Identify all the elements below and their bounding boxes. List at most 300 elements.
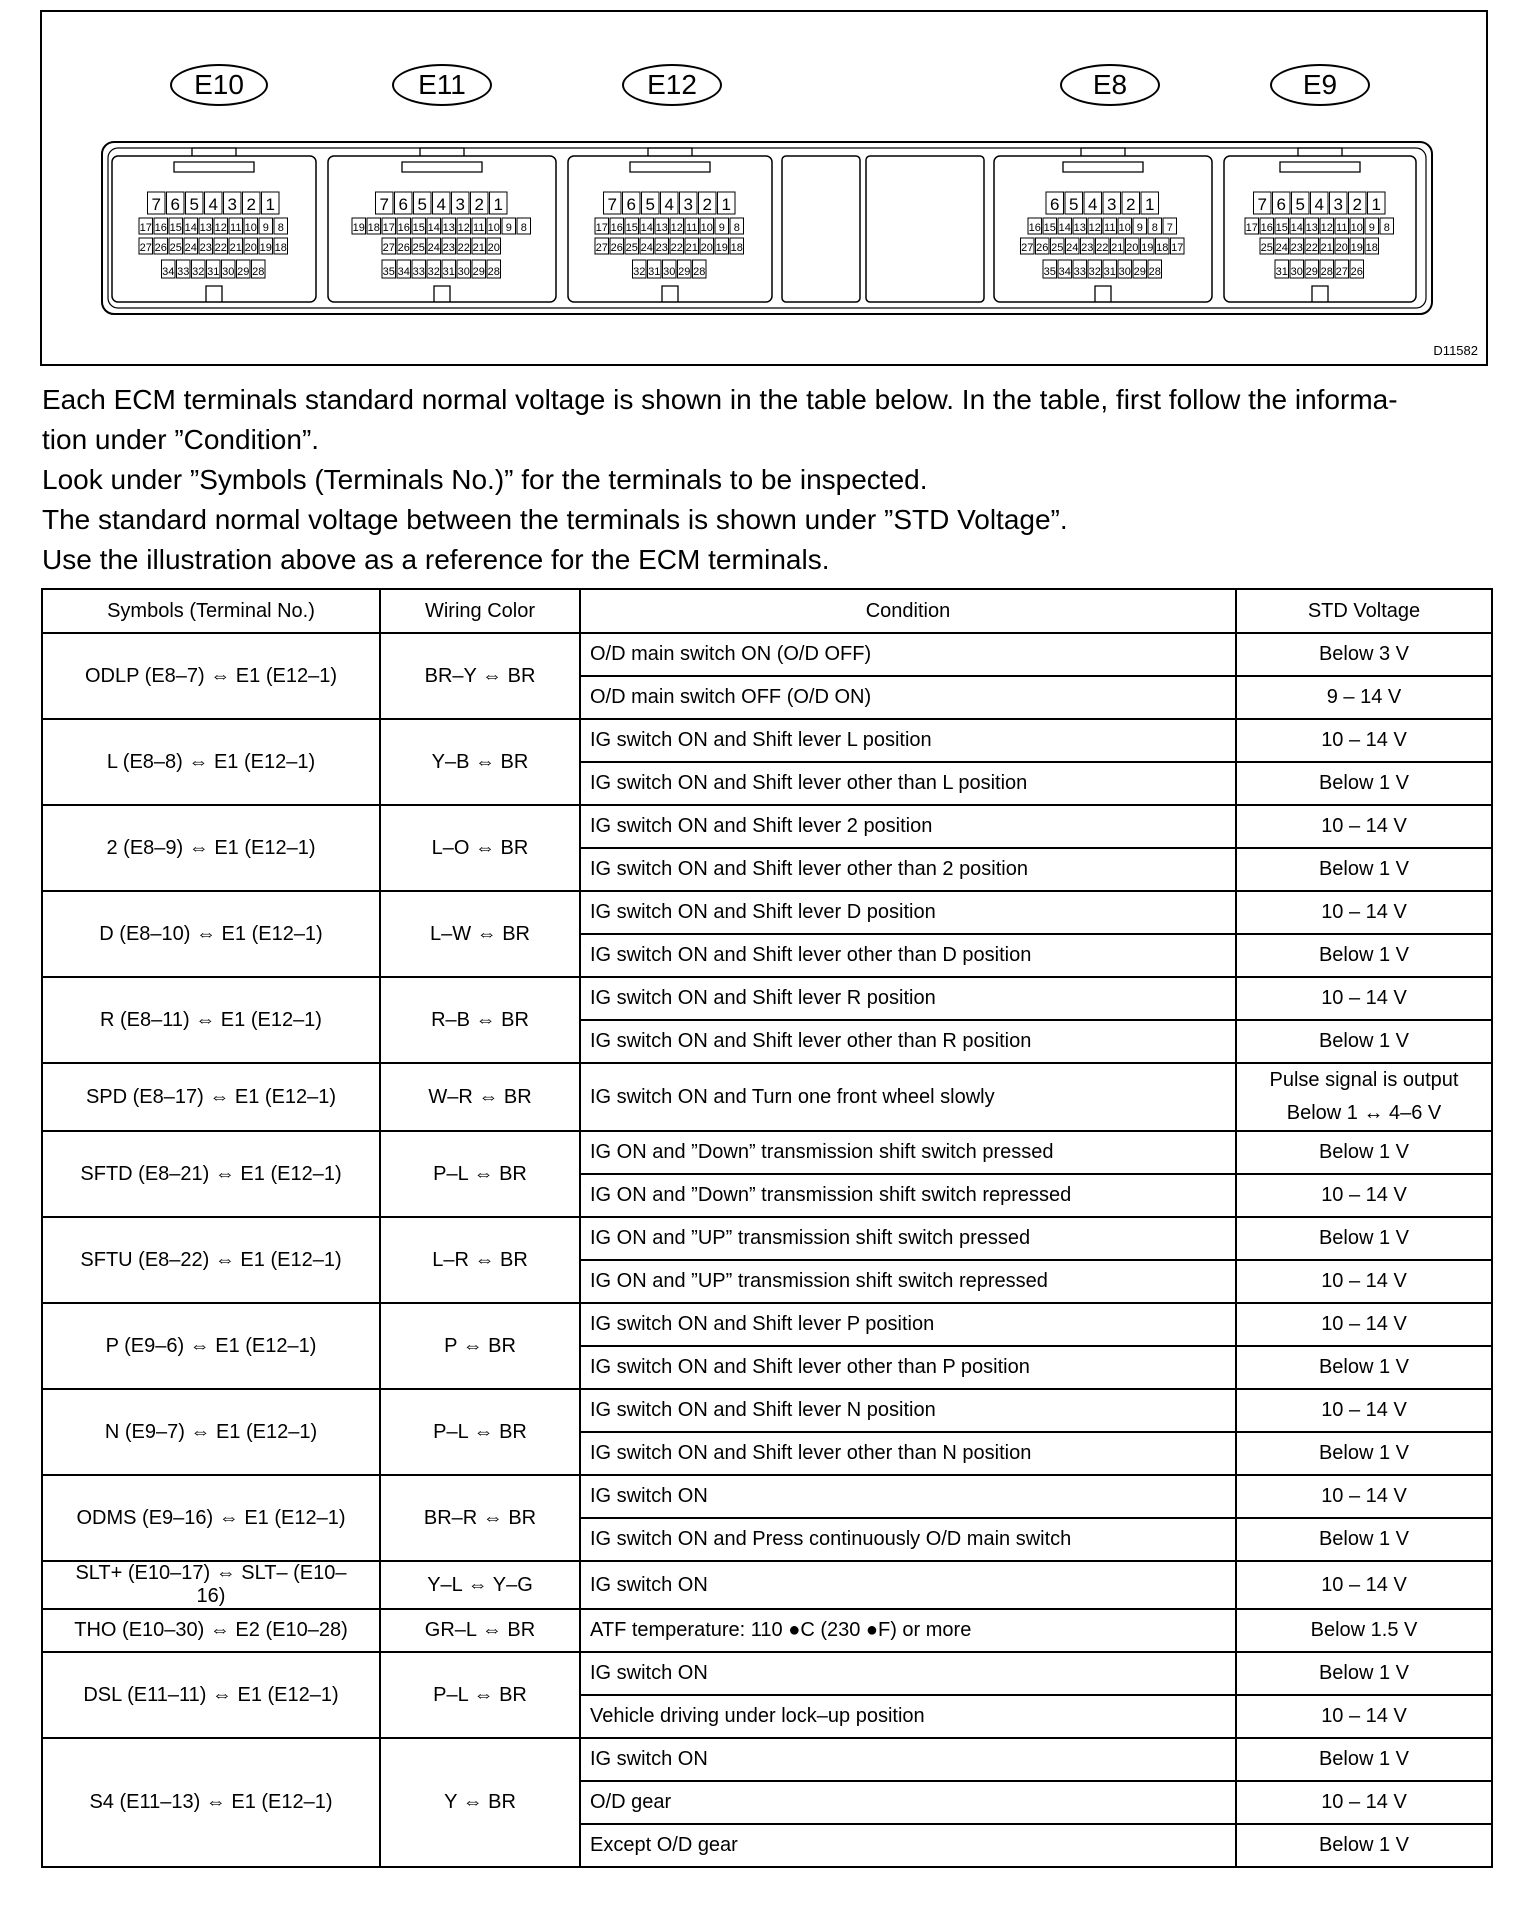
- terminal-symbol-cell: D (E8–10) ⇔ E1 (E12–1): [42, 891, 380, 977]
- terminal-pin-number: 4: [1088, 195, 1098, 214]
- terminal-pin-number: 27: [382, 242, 395, 254]
- terminal-pin-number: 22: [214, 242, 227, 254]
- terminal-pin-number: 31: [207, 266, 220, 278]
- terminal-pin-number: 4: [1314, 195, 1324, 214]
- terminal-pin-number: 17: [139, 222, 152, 234]
- std-voltage-cell: Below 1 V: [1236, 1518, 1492, 1561]
- terminal-symbol-cell: 2 (E8–9) ⇔ E1 (E12–1): [42, 805, 380, 891]
- terminal-pin-number: 10: [1350, 222, 1363, 234]
- terminal-symbol-cell: ODMS (E9–16) ⇔ E1 (E12–1): [42, 1475, 380, 1561]
- terminal-symbol-cell: N (E9–7) ⇔ E1 (E12–1): [42, 1389, 380, 1475]
- terminal-pin-number: 8: [1383, 222, 1390, 234]
- terminal-pin-number: 3: [455, 195, 465, 214]
- terminal-pin-number: 8: [520, 222, 527, 234]
- std-voltage-cell: Below 1.5 V: [1236, 1609, 1492, 1652]
- terminal-pin-number: 34: [397, 266, 410, 278]
- terminal-pin-number: 2: [246, 195, 256, 214]
- terminal-pin-number: 25: [1260, 242, 1273, 254]
- terminal-pin-number: 20: [700, 242, 713, 254]
- terminal-pin-number: 11: [473, 222, 485, 234]
- terminal-pin-number: 22: [1096, 242, 1109, 254]
- terminal-pin-number: 25: [412, 242, 425, 254]
- terminal-symbol-cell: S4 (E11–13) ⇔ E1 (E12–1): [42, 1738, 380, 1867]
- terminal-pin-number: 31: [648, 266, 661, 278]
- terminal-pin-number: 10: [244, 222, 257, 234]
- header-wiring-color: Wiring Color: [380, 589, 580, 633]
- terminal-pin-number: 30: [663, 266, 676, 278]
- std-voltage-cell: 10 – 14 V: [1236, 1781, 1492, 1824]
- terminal-pin-number: 8: [733, 222, 740, 234]
- terminal-pin-number: 32: [1088, 266, 1101, 278]
- terminal-pin-number: 28: [252, 266, 265, 278]
- table-body: [42, 633, 1492, 1867]
- terminal-pin-number: 20: [487, 242, 500, 254]
- terminal-pin-number: 2: [1352, 195, 1362, 214]
- connector-latch-tab: [1298, 148, 1342, 156]
- wiring-color-cell: BR–Y ⇔ BR: [380, 633, 580, 719]
- terminal-pin-number: 12: [670, 222, 683, 234]
- std-voltage-cell: Below 3 V: [1236, 633, 1492, 676]
- wiring-color-cell: BR–R ⇔ BR: [380, 1475, 580, 1561]
- table-row: [42, 1303, 1492, 1346]
- terminal-pin-number: 8: [1151, 222, 1158, 234]
- terminal-pin-number: 17: [1171, 242, 1184, 254]
- terminal-pin-number: 20: [244, 242, 257, 254]
- condition-cell: IG switch ON and Shift lever P position: [580, 1303, 1236, 1346]
- terminal-pin-number: 24: [184, 242, 197, 254]
- terminal-pin-number: 7: [1257, 195, 1267, 214]
- terminal-pin-number: 10: [1118, 222, 1131, 234]
- condition-cell: IG ON and ”UP” transmission shift switch pressed: [580, 1217, 1236, 1260]
- connector-label-e10: E10: [170, 64, 268, 106]
- connector-key: [1312, 286, 1328, 302]
- terminal-pin-number: 21: [1320, 242, 1333, 254]
- connector-label-e8: E8: [1060, 64, 1160, 106]
- condition-cell: IG switch ON: [580, 1475, 1236, 1518]
- std-voltage-cell: 10 – 14 V: [1236, 1475, 1492, 1518]
- terminal-pin-number: 5: [1069, 195, 1079, 214]
- terminal-pin-number: 33: [1073, 266, 1086, 278]
- terminal-pin-number: 13: [442, 222, 455, 234]
- connector-label-e12: E12: [622, 64, 722, 106]
- condition-cell: IG ON and ”UP” transmission shift switch repressed: [580, 1260, 1236, 1303]
- connector-key: [206, 286, 222, 302]
- std-voltage-cell: Below 1 V: [1236, 848, 1492, 891]
- table-row: [42, 891, 1492, 934]
- terminal-pin-number: 26: [154, 242, 167, 254]
- terminal-pin-number: 10: [487, 222, 500, 234]
- wiring-color-cell: L–W ⇔ BR: [380, 891, 580, 977]
- intro-line: Each ECM terminals standard normal voltage is shown in the table below. In the table, first follow the informa-: [42, 384, 1398, 415]
- terminal-pin-number: 29: [472, 266, 485, 278]
- table-row: [42, 1063, 1492, 1131]
- std-voltage-cell: 10 – 14 V: [1236, 977, 1492, 1020]
- terminal-pin-number: 35: [1043, 266, 1056, 278]
- terminal-pin-number: 17: [595, 222, 608, 234]
- intro-line: Use the illustration above as a reference for the ECM terminals.: [42, 544, 830, 575]
- terminal-pin-number: 9: [505, 222, 512, 234]
- terminal-pin-number: 21: [229, 242, 242, 254]
- connector-key: [1095, 286, 1111, 302]
- condition-cell: O/D main switch OFF (O/D ON): [580, 676, 1236, 719]
- wiring-color-cell: P–L ⇔ BR: [380, 1131, 580, 1217]
- terminal-pin-number: 21: [1111, 242, 1124, 254]
- terminal-pin-number: 25: [1051, 242, 1064, 254]
- terminal-pin-number: 2: [1126, 195, 1136, 214]
- intro-line: The standard normal voltage between the terminals is shown under ”STD Voltage”.: [42, 504, 1068, 535]
- std-voltage-cell: Below 1 V: [1236, 1652, 1492, 1695]
- std-voltage-cell: 10 – 14 V: [1236, 1174, 1492, 1217]
- terminal-pin-number: 30: [222, 266, 235, 278]
- std-voltage-cell: 10 – 14 V: [1236, 1260, 1492, 1303]
- terminal-pin-number: 3: [1107, 195, 1117, 214]
- condition-cell: IG switch ON: [580, 1738, 1236, 1781]
- terminal-pin-number: 27: [139, 242, 152, 254]
- terminal-pin-number: 19: [1350, 242, 1363, 254]
- terminal-pin-number: 11: [686, 222, 698, 234]
- terminal-pin-number: 23: [655, 242, 668, 254]
- terminal-pin-number: 16: [1028, 222, 1041, 234]
- intro-line: tion under ”Condition”.: [42, 424, 320, 455]
- terminal-symbol-cell: SLT+ (E10–17) ⇔ SLT– (E10–16): [42, 1561, 380, 1609]
- terminal-pin-number: 32: [427, 266, 440, 278]
- terminal-pin-number: 28: [487, 266, 500, 278]
- terminal-pin-number: 30: [1118, 266, 1131, 278]
- table-row: [42, 1738, 1492, 1781]
- terminal-pin-number: 7: [151, 195, 161, 214]
- condition-cell: IG ON and ”Down” transmission shift switch pressed: [580, 1131, 1236, 1174]
- condition-cell: IG switch ON and Shift lever L position: [580, 719, 1236, 762]
- table-row: [42, 977, 1492, 1020]
- terminal-pin-number: 12: [214, 222, 227, 234]
- terminal-pin-number: 16: [154, 222, 167, 234]
- terminal-pin-number: 34: [1058, 266, 1071, 278]
- header-condition: Condition: [580, 589, 1236, 633]
- terminal-pin-number: 22: [457, 242, 470, 254]
- terminal-pin-number: 20: [1126, 242, 1139, 254]
- terminal-pin-number: 14: [427, 222, 440, 234]
- terminal-pin-number: 13: [655, 222, 668, 234]
- condition-cell: IG switch ON and Shift lever other than R position: [580, 1020, 1236, 1063]
- wiring-color-cell: L–R ⇔ BR: [380, 1217, 580, 1303]
- connector-latch: [1063, 162, 1143, 172]
- std-voltage-cell: Below 1 V: [1236, 934, 1492, 977]
- terminal-symbol-cell: THO (E10–30) ⇔ E2 (E10–28): [42, 1609, 380, 1652]
- terminal-pin-number: 23: [442, 242, 455, 254]
- intro-line: Look under ”Symbols (Terminals No.)” for the terminals to be inspected.: [42, 464, 928, 495]
- intro-text: [42, 380, 1492, 580]
- terminal-pin-number: 22: [670, 242, 683, 254]
- ecm-housing: [102, 142, 1432, 314]
- terminal-pin-number: 31: [1103, 266, 1116, 278]
- table-row: [42, 719, 1492, 762]
- terminal-pin-number: 11: [1336, 222, 1348, 234]
- terminal-pin-number: 29: [1133, 266, 1146, 278]
- blank-module: [866, 156, 984, 302]
- terminal-symbol-cell: ODLP (E8–7) ⇔ E1 (E12–1): [42, 633, 380, 719]
- condition-cell: IG switch ON and Shift lever other than 2 position: [580, 848, 1236, 891]
- terminal-pin-number: 7: [379, 195, 389, 214]
- terminal-pin-number: 15: [169, 222, 182, 234]
- terminal-symbol-cell: DSL (E11–11) ⇔ E1 (E12–1): [42, 1652, 380, 1738]
- terminal-pin-number: 14: [1290, 222, 1303, 234]
- header-symbols: Symbols (Terminal No.): [42, 589, 380, 633]
- terminal-pin-number: 9: [718, 222, 725, 234]
- terminal-pin-number: 19: [352, 222, 365, 234]
- terminal-pin-number: 16: [397, 222, 410, 234]
- condition-cell: IG switch ON and Shift lever R position: [580, 977, 1236, 1020]
- terminal-pin-number: 33: [412, 266, 425, 278]
- connector-latch: [174, 162, 254, 172]
- terminal-pin-number: 29: [1305, 266, 1318, 278]
- terminal-pin-number: 17: [1245, 222, 1258, 234]
- connector-key: [662, 286, 678, 302]
- connector-label-e9: E9: [1270, 64, 1370, 106]
- wiring-color-cell: P–L ⇔ BR: [380, 1389, 580, 1475]
- condition-cell: IG switch ON: [580, 1561, 1236, 1609]
- terminal-pin-number: 5: [189, 195, 199, 214]
- terminal-pin-number: 30: [1290, 266, 1303, 278]
- terminal-pin-number: 4: [436, 195, 446, 214]
- terminal-pin-number: 26: [1350, 266, 1363, 278]
- terminal-pin-number: 15: [625, 222, 638, 234]
- std-voltage-cell: 10 – 14 V: [1236, 1303, 1492, 1346]
- ecm-housing-inner: [108, 148, 1426, 308]
- wiring-color-cell: R–B ⇔ BR: [380, 977, 580, 1063]
- terminal-pin-number: 15: [1275, 222, 1288, 234]
- terminal-pin-number: 24: [1275, 242, 1288, 254]
- std-voltage-cell: [1236, 1063, 1492, 1131]
- std-voltage-cell: Below 1 V: [1236, 1217, 1492, 1260]
- wiring-color-cell: Y–L ⇔ Y–G: [380, 1561, 580, 1609]
- connector-label-e11: E11: [392, 64, 492, 106]
- terminal-pin-number: 24: [427, 242, 440, 254]
- terminal-pin-number: 23: [1290, 242, 1303, 254]
- condition-cell: IG switch ON and Shift lever other than N position: [580, 1432, 1236, 1475]
- terminal-pin-number: 9: [262, 222, 269, 234]
- terminal-pin-number: 5: [645, 195, 655, 214]
- terminal-pin-number: 27: [1335, 266, 1348, 278]
- condition-cell: IG switch ON and Shift lever other than P position: [580, 1346, 1236, 1389]
- connector-latch: [1280, 162, 1360, 172]
- condition-cell: IG switch ON and Shift lever 2 position: [580, 805, 1236, 848]
- terminal-pin-number: 7: [1166, 222, 1173, 234]
- figure-id: D11582: [1433, 343, 1478, 358]
- terminal-pin-number: 32: [633, 266, 646, 278]
- terminal-pin-number: 27: [1021, 242, 1034, 254]
- terminal-pin-number: 24: [640, 242, 653, 254]
- terminal-pin-number: 21: [685, 242, 698, 254]
- terminal-pin-number: 20: [1335, 242, 1348, 254]
- connector-latch-tab: [420, 148, 464, 156]
- terminal-pin-number: 16: [1260, 222, 1273, 234]
- terminal-pin-number: 13: [1305, 222, 1318, 234]
- table-row: [42, 1217, 1492, 1260]
- condition-cell: IG switch ON and Shift lever other than D position: [580, 934, 1236, 977]
- condition-cell: IG switch ON and Press continuously O/D main switch: [580, 1518, 1236, 1561]
- std-voltage-cell: Below 1 V: [1236, 1738, 1492, 1781]
- terminal-pin-number: 34: [162, 266, 175, 278]
- condition-cell: IG switch ON: [580, 1652, 1236, 1695]
- wiring-color-cell: W–R ⇔ BR: [380, 1063, 580, 1131]
- condition-cell: O/D main switch ON (O/D OFF): [580, 633, 1236, 676]
- wiring-color-cell: Y ⇔ BR: [380, 1738, 580, 1867]
- terminal-pin-number: 31: [442, 266, 455, 278]
- wiring-color-cell: L–O ⇔ BR: [380, 805, 580, 891]
- table-row: [42, 1131, 1492, 1174]
- terminal-pin-number: 26: [1036, 242, 1049, 254]
- condition-cell: IG switch ON and Shift lever D position: [580, 891, 1236, 934]
- terminal-pin-number: 8: [277, 222, 284, 234]
- std-voltage-line: Pulse signal is output: [1269, 1069, 1459, 1091]
- std-voltage-cell: Below 1 V: [1236, 1346, 1492, 1389]
- terminal-pin-number: 15: [1043, 222, 1056, 234]
- condition-cell: IG switch ON and Turn one front wheel slowly: [580, 1063, 1236, 1131]
- condition-cell: ATF temperature: 110 ●C (230 ●F) or more: [580, 1609, 1236, 1652]
- terminal-pin-number: 27: [595, 242, 608, 254]
- terminal-pin-number: 12: [457, 222, 470, 234]
- terminal-symbol-cell: SPD (E8–17) ⇔ E1 (E12–1): [42, 1063, 380, 1131]
- terminal-pin-number: 3: [683, 195, 693, 214]
- condition-cell: Except O/D gear: [580, 1824, 1236, 1867]
- wiring-color-cell: P ⇔ BR: [380, 1303, 580, 1389]
- connector-latch-tab: [648, 148, 692, 156]
- table-row: [42, 1609, 1492, 1652]
- wiring-color-cell: GR–L ⇔ BR: [380, 1609, 580, 1652]
- terminal-pin-number: 25: [625, 242, 638, 254]
- terminal-pin-number: 4: [208, 195, 218, 214]
- terminal-pin-number: 6: [1050, 195, 1060, 214]
- terminal-pin-number: 3: [1333, 195, 1343, 214]
- terminal-pin-number: 14: [640, 222, 653, 234]
- terminal-symbol-cell: P (E9–6) ⇔ E1 (E12–1): [42, 1303, 380, 1389]
- connector-key: [434, 286, 450, 302]
- terminal-pin-number: 3: [227, 195, 237, 214]
- terminal-pin-number: 24: [1066, 242, 1079, 254]
- terminal-pin-number: 32: [192, 266, 205, 278]
- connector-latch: [402, 162, 482, 172]
- terminal-pin-number: 18: [1365, 242, 1378, 254]
- terminal-pin-number: 25: [169, 242, 182, 254]
- terminal-pin-number: 16: [610, 222, 623, 234]
- terminal-pin-number: 5: [1295, 195, 1305, 214]
- table-row: [42, 805, 1492, 848]
- terminal-pin-number: 26: [397, 242, 410, 254]
- terminal-pin-number: 1: [1371, 195, 1381, 214]
- terminal-pin-number: 12: [1088, 222, 1101, 234]
- terminal-pin-number: 5: [417, 195, 427, 214]
- terminal-pin-number: 1: [265, 195, 275, 214]
- std-voltage-cell: 10 – 14 V: [1236, 805, 1492, 848]
- terminal-pin-number: 9: [1136, 222, 1143, 234]
- terminal-pin-number: 6: [398, 195, 408, 214]
- terminal-pin-number: 17: [382, 222, 395, 234]
- terminal-pin-number: 6: [626, 195, 636, 214]
- std-voltage-cell: 10 – 14 V: [1236, 719, 1492, 762]
- wiring-color-cell: Y–B ⇔ BR: [380, 719, 580, 805]
- terminal-pin-number: 6: [170, 195, 180, 214]
- table-row: [42, 1389, 1492, 1432]
- terminal-pin-number: 13: [199, 222, 212, 234]
- terminal-pin-number: 14: [1058, 222, 1071, 234]
- terminal-pin-number: 19: [715, 242, 728, 254]
- header-std-voltage: STD Voltage: [1236, 589, 1492, 633]
- terminal-pin-number: 19: [1141, 242, 1154, 254]
- std-voltage-cell: Below 1 V: [1236, 1131, 1492, 1174]
- std-voltage-cell: 10 – 14 V: [1236, 1389, 1492, 1432]
- terminal-pin-number: 18: [274, 242, 287, 254]
- terminal-pin-number: 29: [237, 266, 250, 278]
- std-voltage-cell: 10 – 14 V: [1236, 1561, 1492, 1609]
- connector-drawing: [42, 12, 1486, 364]
- terminal-pin-number: 10: [700, 222, 713, 234]
- terminal-pin-number: 28: [1148, 266, 1161, 278]
- terminal-symbol-cell: SFTD (E8–21) ⇔ E1 (E12–1): [42, 1131, 380, 1217]
- table-header-row: [42, 589, 1492, 633]
- connector-latch-tab: [192, 148, 236, 156]
- terminal-pin-number: 31: [1275, 266, 1288, 278]
- terminal-pin-number: 11: [230, 222, 242, 234]
- terminal-pin-number: 6: [1276, 195, 1286, 214]
- terminal-pin-number: 18: [730, 242, 743, 254]
- condition-cell: IG switch ON and Shift lever N position: [580, 1389, 1236, 1432]
- std-voltage-cell: Below 1 V: [1236, 762, 1492, 805]
- terminal-pin-number: 30: [457, 266, 470, 278]
- std-voltage-line: Below 1 ↔ 4–6 V: [1286, 1102, 1442, 1124]
- terminal-pin-number: 1: [493, 195, 503, 214]
- terminal-pin-number: 28: [1320, 266, 1333, 278]
- terminal-pin-number: 1: [1145, 195, 1155, 214]
- terminal-pin-number: 2: [474, 195, 484, 214]
- std-voltage-cell: 10 – 14 V: [1236, 1695, 1492, 1738]
- condition-cell: O/D gear: [580, 1781, 1236, 1824]
- table-row: [42, 1561, 1492, 1609]
- terminal-pin-number: 19: [259, 242, 272, 254]
- blank-module: [782, 156, 860, 302]
- terminal-pin-number: 22: [1305, 242, 1318, 254]
- terminal-pin-number: 15: [412, 222, 425, 234]
- terminal-pin-number: 28: [693, 266, 706, 278]
- terminal-pin-number: 12: [1320, 222, 1333, 234]
- terminal-symbol-cell: R (E8–11) ⇔ E1 (E12–1): [42, 977, 380, 1063]
- terminal-pin-number: 1: [721, 195, 731, 214]
- terminal-pin-number: 23: [1081, 242, 1094, 254]
- terminal-pin-number: 21: [472, 242, 485, 254]
- terminal-pin-number: 33: [177, 266, 190, 278]
- terminal-pin-number: 4: [664, 195, 674, 214]
- terminal-pin-number: 26: [610, 242, 623, 254]
- condition-cell: Vehicle driving under lock–up position: [580, 1695, 1236, 1738]
- connector-latch-tab: [1081, 148, 1125, 156]
- terminal-pin-number: 11: [1104, 222, 1116, 234]
- table-row: [42, 1652, 1492, 1695]
- terminal-pin-number: 18: [1156, 242, 1169, 254]
- table-row: [42, 633, 1492, 676]
- condition-cell: IG switch ON and Shift lever other than L position: [580, 762, 1236, 805]
- condition-cell: IG ON and ”Down” transmission shift switch repressed: [580, 1174, 1236, 1217]
- connector-latch: [630, 162, 710, 172]
- std-voltage-cell: Below 1 V: [1236, 1432, 1492, 1475]
- terminal-pin-number: 29: [678, 266, 691, 278]
- wiring-color-cell: P–L ⇔ BR: [380, 1652, 580, 1738]
- terminal-pin-number: 14: [184, 222, 197, 234]
- terminal-symbol-cell: L (E8–8) ⇔ E1 (E12–1): [42, 719, 380, 805]
- terminal-pin-number: 2: [702, 195, 712, 214]
- terminal-pin-number: 23: [199, 242, 212, 254]
- ecm-terminal-voltage-table: [41, 588, 1493, 1868]
- terminal-pin-number: 35: [382, 266, 395, 278]
- terminal-symbol-cell: SFTU (E8–22) ⇔ E1 (E12–1): [42, 1217, 380, 1303]
